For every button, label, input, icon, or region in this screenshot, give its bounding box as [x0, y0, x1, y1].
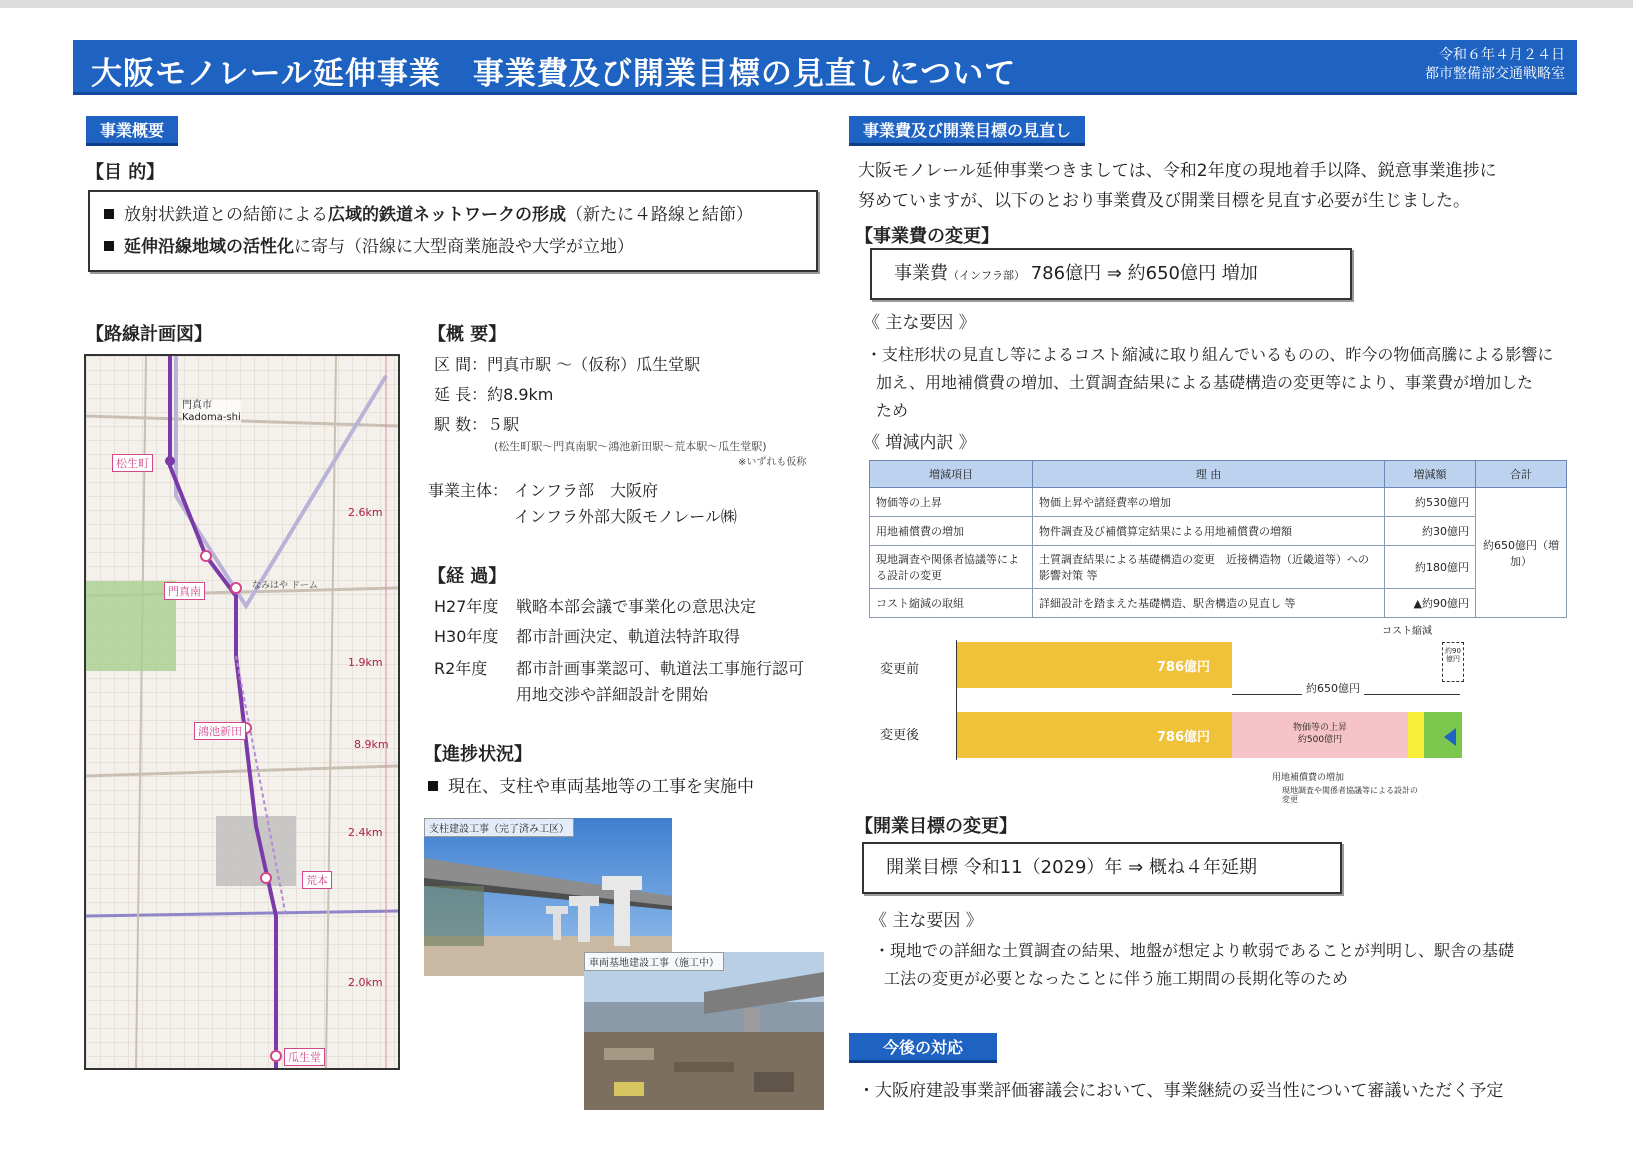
cost-reason-heading: 《 主な要因 》: [863, 313, 976, 333]
cost-reason-line: ため: [876, 401, 909, 420]
page-title: 大阪モノレール延伸事業 事業費及び開業目標の見直しについて: [91, 56, 1017, 92]
breakdown-heading: 《 増減内訳 》: [863, 433, 976, 453]
table-cell-total: 約650億円（増加）: [1476, 488, 1567, 618]
bar-label-before: 変更前: [880, 662, 920, 677]
history-text: 都市計画事業認可、軌道法工事施行認可: [516, 659, 805, 678]
photo-caption: 車両基地建設工事（施工中）: [584, 952, 724, 971]
future-tag: 今後の対応: [849, 1033, 997, 1063]
table-cell-reason: 土質調査結果による基礎構造の変更 近接構造物（近畿道等）への影響対策 等: [1033, 546, 1385, 589]
table-cell-item: 用地補償費の増加: [870, 517, 1033, 546]
overview-tag: 事業概要: [86, 116, 178, 146]
open-reason-line: 工法の変更が必要となったことに伴う施工期間の長期化等のため: [884, 969, 1349, 988]
column-header: 合計: [1476, 461, 1567, 488]
open-change-box: [862, 842, 1342, 894]
station-label-uryudo: 瓜生堂: [284, 1048, 325, 1066]
station-label-kadoma-minami: 門真南: [164, 582, 205, 600]
bar-after-survey: [1424, 712, 1462, 758]
bullet-square-icon: [104, 241, 114, 251]
history-heading: 【経 過】: [428, 566, 507, 587]
depot-photo-illustration: [584, 952, 824, 1110]
cost-cut-label: コスト縮減: [1382, 626, 1432, 637]
history-year: H27年度: [434, 597, 499, 616]
review-tag: 事業費及び開業目標の見直し: [849, 116, 1085, 146]
bar-after-price: 物価等の上昇 約500億円: [1232, 712, 1408, 758]
summary-heading: 【概 要】: [428, 324, 507, 345]
purpose-item-2: 延伸沿線地域の活性化に寄与（沿線に大型商業施設や大学が立地）: [104, 234, 634, 260]
table-cell-amount: 約530億円: [1385, 488, 1476, 517]
table-cell-item: コスト縮減の取組: [870, 589, 1033, 618]
cost-reason-line: 加え、用地補償費の増加、土質調査結果による基礎構造の変更等により、事業費が増加した: [876, 373, 1533, 392]
summary-section: 区 間：門真市駅 ～（仮称）瓜生堂駅: [434, 355, 701, 374]
summary-stations: 駅 数：５駅: [434, 415, 520, 434]
station-label-aramoto: 荒本: [302, 871, 332, 889]
progress-item: 現在、支柱や車両基地等の工事を実施中: [428, 774, 754, 800]
history-text: 戦略本部会議で事業化の意思決定: [516, 597, 757, 616]
station-label-konoike: 鴻池新田: [194, 722, 246, 740]
summary-owner1-unit: インフラ部: [514, 481, 595, 500]
distance-label: 2.4km: [348, 826, 383, 839]
open-reason-heading: 《 主な要因 》: [870, 911, 983, 931]
open-change-text: 開業目標 令和11（2029）年 ⇒ 概ね４年延期: [886, 857, 1257, 878]
bar-after-land: [1408, 712, 1424, 758]
table-cell-amount: 約30億円: [1385, 517, 1476, 546]
title-bar: [73, 40, 1577, 95]
table-row: [870, 488, 1567, 517]
history-text: 用地交渉や詳細設計を開始: [516, 685, 709, 704]
date-line: 令和６年４月２４日: [1439, 47, 1565, 63]
increase-label: 約650億円: [1302, 680, 1364, 696]
start-station-label: 門真市 Kadoma-shi: [182, 400, 241, 423]
purpose-box: [88, 190, 818, 272]
table-cell-item: 物価等の上昇: [870, 488, 1033, 517]
open-change-heading: 【開業目標の変更】: [855, 816, 1017, 837]
cost-change-box: [870, 248, 1352, 300]
history-year: H30年度: [434, 627, 499, 646]
cost-bar-diagram: [870, 626, 1490, 812]
photo-caption: 支柱建設工事（完了済み工区）: [424, 818, 574, 837]
review-intro-line1: 大阪モノレール延伸事業つきましては、令和2年度の現地着手以降、鋭意事業進捗に: [858, 161, 1497, 181]
summary-owner2-unit: インフラ外部: [514, 507, 611, 526]
table-row: [870, 546, 1567, 589]
landmark-label: なみはや ドーム: [252, 581, 318, 591]
route-map-heading: 【路線計画図】: [86, 324, 212, 345]
column-header: 増減額: [1385, 461, 1476, 488]
cost-change-text: 事業費（インフラ部） 786億円 ⇒ 約650億円 増加: [894, 263, 1258, 284]
department-line: 都市整備部交通戦略室: [1425, 66, 1565, 82]
table-cell-reason: 物価上昇や諸経費率の増加: [1033, 488, 1385, 517]
history-year: R2年度: [434, 659, 488, 678]
distance-label: 2.6km: [348, 506, 383, 519]
table-cell-item: 現地調査や関係者協議等による設計の変更: [870, 546, 1033, 589]
table-cell-amount: 約180億円: [1385, 546, 1476, 589]
table-cell-reason: 物件調査及び補償算定結果による用地補償費の増額: [1033, 517, 1385, 546]
survey-label: 現地調査や関係者協議等による設計の変更: [1282, 786, 1418, 804]
distance-label: 8.9km: [354, 738, 389, 751]
photo-depot-construction: [584, 952, 824, 1110]
station-label-matsuo: 松生町: [112, 454, 153, 472]
date-block: [1425, 46, 1565, 84]
cost-reason-line: ・支柱形状の見直し等によるコスト縮減に取り組んでいるものの、昨今の物価高騰による影響に: [866, 345, 1554, 364]
progress-heading: 【進捗状況】: [424, 744, 532, 765]
open-reason-line: ・現地での詳細な土質調査の結果、地盤が想定より軟弱であることが判明し、駅舎の基礎: [874, 941, 1515, 960]
table-cell-amount: ▲約90億円: [1385, 589, 1476, 618]
future-text: ・大阪府建設事業評価審議会において、事業継続の妥当性について審議いただく予定: [858, 1081, 1504, 1101]
bar-before-base: 786億円: [957, 642, 1232, 688]
page-top-edge: [0, 0, 1633, 8]
summary-owner1-name: 大阪府: [610, 481, 659, 500]
column-header: 増減項目: [870, 461, 1033, 488]
history-text: 都市計画決定、軌道法特許取得: [516, 627, 741, 646]
review-intro-line2: 努めていますが、以下のとおり事業費及び開業目標を見直す必要が生じました。: [858, 191, 1470, 211]
table-cell-reason: 詳細設計を踏まえた基礎構造、駅舎構造の見直し 等: [1033, 589, 1385, 618]
summary-owner2-name: 大阪モノレール㈱: [610, 507, 737, 526]
cost-change-heading: 【事業費の変更】: [855, 226, 999, 247]
land-label: 用地補償費の増加: [1272, 773, 1345, 783]
left-arrow-icon: [1444, 728, 1456, 746]
purpose-item-1: 放射状鉄道との結節による広域的鉄道ネットワークの形成（新たに４路線と結節）: [104, 202, 753, 228]
distance-label: 2.0km: [348, 976, 383, 989]
table-row: [870, 589, 1567, 618]
bullet-square-icon: [104, 209, 114, 219]
distance-label: 1.9km: [348, 656, 383, 669]
bullet-square-icon: [428, 781, 438, 791]
table-header-row: [870, 461, 1567, 488]
summary-stations-note2: ※いずれも仮称: [738, 457, 807, 468]
column-header: 理 由: [1033, 461, 1385, 488]
summary-owner-label: 事業主体：: [428, 481, 509, 500]
breakdown-table: [869, 460, 1567, 618]
summary-stations-note: (松生町駅～門真南駅～鴻池新田駅～荒本駅～瓜生堂駅): [494, 440, 767, 453]
purpose-heading: 【目 的】: [86, 162, 165, 183]
table-row: [870, 517, 1567, 546]
bar-after-base: 786億円: [957, 712, 1232, 758]
route-map: [84, 354, 400, 1070]
bar-label-after: 変更後: [880, 728, 920, 743]
summary-length: 延 長：約8.9km: [434, 385, 554, 404]
cost-cut-box: 約90億円: [1442, 642, 1464, 682]
